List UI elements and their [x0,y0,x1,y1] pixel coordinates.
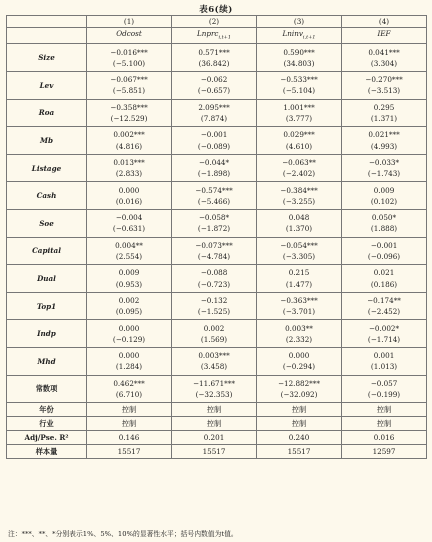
tstat-cell: (−5.466) [172,196,257,210]
coef-cell: 0.000 [87,347,172,361]
coef-cell: −0.384*** [257,182,342,196]
tstat-cell: (1.013) [342,361,427,375]
variable-name: Mb [7,127,87,155]
coef-cell: 0.002 [172,320,257,334]
coef-cell: 0.215 [257,265,342,279]
corner-cell [7,28,87,44]
row-value: 0.016 [342,431,427,445]
row-value: 控制 [342,417,427,431]
coef-cell: −0.033* [342,154,427,168]
coef-row [7,292,427,306]
dependent-var: Lninv$_{i,t+1}$ [257,28,342,44]
tstat-cell: (−0.723) [172,278,257,292]
tstat-cell: (−0.631) [87,223,172,237]
coef-cell: 0.048 [257,210,342,224]
tstat-cell: (1.370) [257,223,342,237]
coef-cell: −0.001 [172,127,257,141]
coef-cell: −0.016*** [87,44,172,58]
tstat-cell: (34.803) [257,58,342,72]
column-number-row [7,16,427,28]
coef-cell: −0.002* [342,320,427,334]
tstat-cell: (1.477) [257,278,342,292]
column-number: (4) [342,16,427,28]
coef-cell: 0.021 [342,265,427,279]
tstat-cell: (−1.743) [342,168,427,182]
coef-cell: −0.073*** [172,237,257,251]
tstat-cell: (3.777) [257,113,342,127]
tstat-cell: (4.993) [342,141,427,155]
row-value: 0.146 [87,431,172,445]
tstat-cell: (36.842) [172,58,257,72]
row-label: 行业 [7,417,87,431]
tstat-cell: (2.332) [257,334,342,348]
row-value: 控制 [172,403,257,417]
tstat-cell: (3.304) [342,58,427,72]
coef-cell: 0.000 [257,347,342,361]
coef-cell: −0.057 [342,375,427,389]
coef-row [7,182,427,196]
row-value: 12597 [342,445,427,459]
variable-name: Size [7,44,87,72]
row-value: 控制 [172,417,257,431]
coef-row [7,44,427,58]
coef-cell: −0.062 [172,72,257,86]
coef-cell: −0.270*** [342,72,427,86]
coef-cell: 1.001*** [257,99,342,113]
row-value: 15517 [172,445,257,459]
coef-cell: 0.001 [342,347,427,361]
coef-row [7,72,427,86]
row-value: 控制 [257,417,342,431]
industry-row [7,417,427,431]
variable-name: Cash [7,182,87,210]
row-value: 控制 [87,403,172,417]
coef-cell: −0.533*** [257,72,342,86]
tstat-cell: (−5.100) [87,58,172,72]
coef-cell: −0.574*** [172,182,257,196]
coef-cell: 0.590*** [257,44,342,58]
variable-name: 常数项 [7,375,87,403]
row-value: 控制 [342,403,427,417]
tstat-cell: (0.186) [342,278,427,292]
tstat-cell: (−0.294) [257,361,342,375]
coef-cell: 0.002*** [87,127,172,141]
coef-cell: 0.009 [87,265,172,279]
regression-table [6,15,427,459]
row-value: 15517 [87,445,172,459]
tstat-cell: (−1.714) [342,334,427,348]
coef-cell: −0.174** [342,292,427,306]
tstat-cell: (−0.089) [172,141,257,155]
tstat-cell: (−4.784) [172,251,257,265]
tstat-cell: (4.816) [87,141,172,155]
coef-cell: 0.295 [342,99,427,113]
dependent-var: IEF [342,28,427,44]
tstat-cell: (−0.096) [342,251,427,265]
coef-cell: −0.363*** [257,292,342,306]
coef-row [7,375,427,389]
coef-cell: −12.882*** [257,375,342,389]
tstat-cell: (2.833) [87,168,172,182]
coef-cell: 2.095*** [172,99,257,113]
coef-cell: 0.004** [87,237,172,251]
variable-name: Listage [7,154,87,182]
tstat-cell: (4.610) [257,141,342,155]
tstat-cell: (−32.092) [257,389,342,403]
tstat-cell: (0.953) [87,278,172,292]
tstat-cell: (−12.529) [87,113,172,127]
tstat-cell: (−0.129) [87,334,172,348]
coef-cell: 0.021*** [342,127,427,141]
coef-cell: −0.001 [342,237,427,251]
coef-cell: −0.088 [172,265,257,279]
coef-cell: −0.054*** [257,237,342,251]
coef-cell: −0.044* [172,154,257,168]
table-title: 表6(续) [199,5,233,15]
row-label: Adj/Pse. R² [7,431,87,445]
n-row [7,445,427,459]
column-number: (3) [257,16,342,28]
coef-cell: 0.003*** [172,347,257,361]
row-value: 15517 [257,445,342,459]
coef-cell: 0.571*** [172,44,257,58]
tstat-cell: (1.888) [342,223,427,237]
coef-cell: 0.009 [342,182,427,196]
coef-cell: 0.002 [87,292,172,306]
coef-cell: −0.004 [87,210,172,224]
tstat-cell: (−3.701) [257,306,342,320]
coef-cell: 0.013*** [87,154,172,168]
tstat-cell: (7.874) [172,113,257,127]
coef-row [7,347,427,361]
row-label: 样本量 [7,445,87,459]
coef-cell: 0.000 [87,320,172,334]
variable-name: Capital [7,237,87,265]
r2-row [7,431,427,445]
tstat-cell: (0.095) [87,306,172,320]
coef-cell: 0.003** [257,320,342,334]
coef-row [7,265,427,279]
coef-row [7,154,427,168]
coef-row [7,127,427,141]
tstat-cell: (6.710) [87,389,172,403]
column-number: (2) [172,16,257,28]
coef-cell: 0.462*** [87,375,172,389]
coef-cell: 0.029*** [257,127,342,141]
coef-row [7,237,427,251]
coef-cell: 0.050* [342,210,427,224]
tstat-cell: (−0.199) [342,389,427,403]
variable-name: Lev [7,72,87,100]
tstat-cell: (−5.851) [87,85,172,99]
year-row [7,403,427,417]
table-note: 注：***、**、*分别表示1%、5%、10%的显著性水平；括号内数值为t值。 [8,530,238,538]
tstat-cell: (−3.305) [257,251,342,265]
variable-name: Indp [7,320,87,348]
variable-name: Top1 [7,292,87,320]
tstat-cell: (3.458) [172,361,257,375]
coef-cell: −0.132 [172,292,257,306]
row-value: 控制 [87,417,172,431]
tstat-cell: (−3.513) [342,85,427,99]
variable-name: Roa [7,99,87,127]
tstat-cell: (−3.255) [257,196,342,210]
dependent-var-row [7,28,427,44]
tstat-cell: (0.102) [342,196,427,210]
coef-row [7,320,427,334]
tstat-cell: (−1.525) [172,306,257,320]
tstat-cell: (−0.657) [172,85,257,99]
column-number: (1) [87,16,172,28]
tstat-cell: (0.016) [87,196,172,210]
dependent-var: Odcost [87,28,172,44]
corner-cell [7,16,87,28]
tstat-cell: (−5.104) [257,85,342,99]
row-value: 控制 [257,403,342,417]
row-value: 0.240 [257,431,342,445]
tstat-cell: (2.554) [87,251,172,265]
tstat-cell: (1.284) [87,361,172,375]
tstat-cell: (−32.353) [172,389,257,403]
tstat-cell: (1.371) [342,113,427,127]
variable-name: Soe [7,210,87,238]
row-value: 0.201 [172,431,257,445]
coef-row [7,99,427,113]
tstat-cell: (−1.872) [172,223,257,237]
dependent-var: Lnprc$_{i,t+1}$ [172,28,257,44]
tstat-cell: (−2.402) [257,168,342,182]
row-label: 年份 [7,403,87,417]
variable-name: Mhd [7,347,87,375]
tstat-cell: (−2.452) [342,306,427,320]
tstat-cell: (−1.898) [172,168,257,182]
coef-cell: −0.067*** [87,72,172,86]
coef-cell: −0.358*** [87,99,172,113]
variable-name: Dual [7,265,87,293]
coef-cell: −0.058* [172,210,257,224]
coef-cell: 0.041*** [342,44,427,58]
coef-row [7,210,427,224]
tstat-cell: (1.569) [172,334,257,348]
coef-cell: 0.000 [87,182,172,196]
coef-cell: −0.063** [257,154,342,168]
coef-cell: −11.671*** [172,375,257,389]
